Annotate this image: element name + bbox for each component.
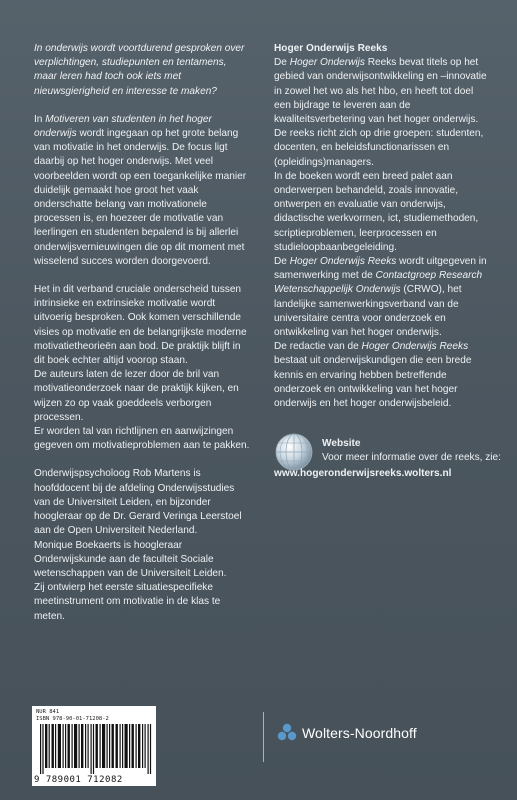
paragraph-guidelines: Er worden tal van richtlijnen en aanwijzingen gegeven om motivatieproblemen aan te pakken. bbox=[34, 426, 250, 452]
book-title: Motiveren van studenten in het hoger onderwijs bbox=[34, 113, 212, 140]
right-column bbox=[274, 42, 489, 411]
nur-code: NUR 841 bbox=[36, 709, 60, 715]
author-bio-boekaerts-cont: Zij ontwierp het eerste situatiespecifieke meetinstrument om motivatie in de klas te meten. bbox=[34, 582, 221, 622]
website-block bbox=[274, 437, 504, 482]
description-paragraph: In Motiveren van studenten in het hoger onderwijs wordt ingegaan op het grote belang van motivatie in het onderwijs. De focus ligt daarbij op het hoger onderwijs. Met veel voorbeelden wordt op een toegankelijke manier duidelijk gemaakt hoe groot het vaak onderschatte belang van motivationele processen is, en hoezeer de motivatie van leerlingen en studenten bepalend is bij allerlei onderwijsvernieuwingen die op dit moment met wisselend succes worden doorgevoerd. bbox=[34, 113, 247, 267]
series-heading: Hoger Onderwijs Reeks bbox=[274, 43, 388, 54]
isbn-text: ISBN 978-90-01-71208-2 bbox=[36, 716, 109, 722]
barcode-bars bbox=[40, 724, 152, 774]
website-url[interactable]: www.hogeronderwijsreeks.wolters.nl bbox=[274, 468, 452, 480]
barcode bbox=[32, 706, 156, 786]
publisher-name: Wolters-Noordhoff bbox=[302, 725, 417, 741]
series-paragraph-4: De Hoger Onderwijs Reeks wordt uitgegeven in samenwerking met de Contactgroep Research Wetenschappelijk Onderwijs (CRWO), het landelijke samenwerkingsverband van de universitaire centra voor onderzoek en ontwikkeling van het hoger onderwijs. bbox=[274, 256, 487, 339]
publisher-logo bbox=[276, 722, 417, 744]
series-paragraph-3: In de boeken wordt een breed palet aan onderwerpen behandeld, zoals innovatie, ontwerpen en evaluatie van onderwijs, didactische werkvormen, ict, studiemethoden, scriptieproblemen, leerprocessen en studieloopbaanbegeleiding. bbox=[274, 170, 479, 253]
left-column bbox=[34, 42, 252, 624]
paragraph-motivation-types: Het in dit verband cruciale onderscheid tussen intrinsieke en extrinsieke motivatie wordt uitvoerig besproken. Ook komen verschillende visies op motivatie en de belangrijkste moderne motivatietheorieën aan bod. De praktijk blijft in dit boek echter altijd voorop staan. bbox=[34, 284, 247, 367]
intro-question: In onderwijs wordt voortdurend gesproken over verplichtingen, studiepunten en tentamens, maar leren had toch ook iets met nieuwsgierigheid en interesse te maken? bbox=[34, 43, 245, 97]
paragraph-authors-view: De auteurs laten de lezer door de bril van motivatieonderzoek naar de praktijk kijken, en wijzen zo op vaak goeddeels verborgen processen. bbox=[34, 369, 239, 423]
series-paragraph-5: De redactie van de Hoger Onderwijs Reeks bestaat uit onderwijskundigen die een brede kennis en ervaring hebben betreffende onderzoek en ontwikkeling van het hoger onderwijs en het hoger onderwijsbeleid. bbox=[274, 341, 472, 410]
barcode-digits: 9 789001 712082 bbox=[34, 775, 123, 785]
series-paragraph-2: De reeks richt zich op drie groepen: studenten, docenten, en beleidsfunctionarissen en (opleidings)managers. bbox=[274, 128, 484, 168]
website-description: Voor meer informatie over de reeks, zie: bbox=[322, 452, 501, 464]
author-bio-martens: Onderwijspsycholoog Rob Martens is hoofddocent bij de afdeling Onderwijsstudies van de Universiteit Leiden, en bijzonder hoogleraar op de Dr. Gerard Veringa Leerstoel aan de Open Universiteit Nederland. bbox=[34, 468, 242, 537]
author-bio-boekaerts: Monique Boekaerts is hoogleraar Onderwijskunde aan de faculteit Sociale wetenschappen van de Universiteit Leiden. bbox=[34, 539, 227, 579]
website-title: Website bbox=[322, 438, 361, 449]
divider-line bbox=[263, 712, 264, 762]
publisher-logo-icon bbox=[276, 722, 298, 744]
series-paragraph-1: De Hoger Onderwijs Reeks bevat titels op het gebied van onderwijsontwikkeling en –innovatie in zowel het wo als het hbo, en heeft tot doel een bijdrage te leveren aan de kwaliteitsverbetering van het hoger onderwijs. bbox=[274, 57, 487, 126]
